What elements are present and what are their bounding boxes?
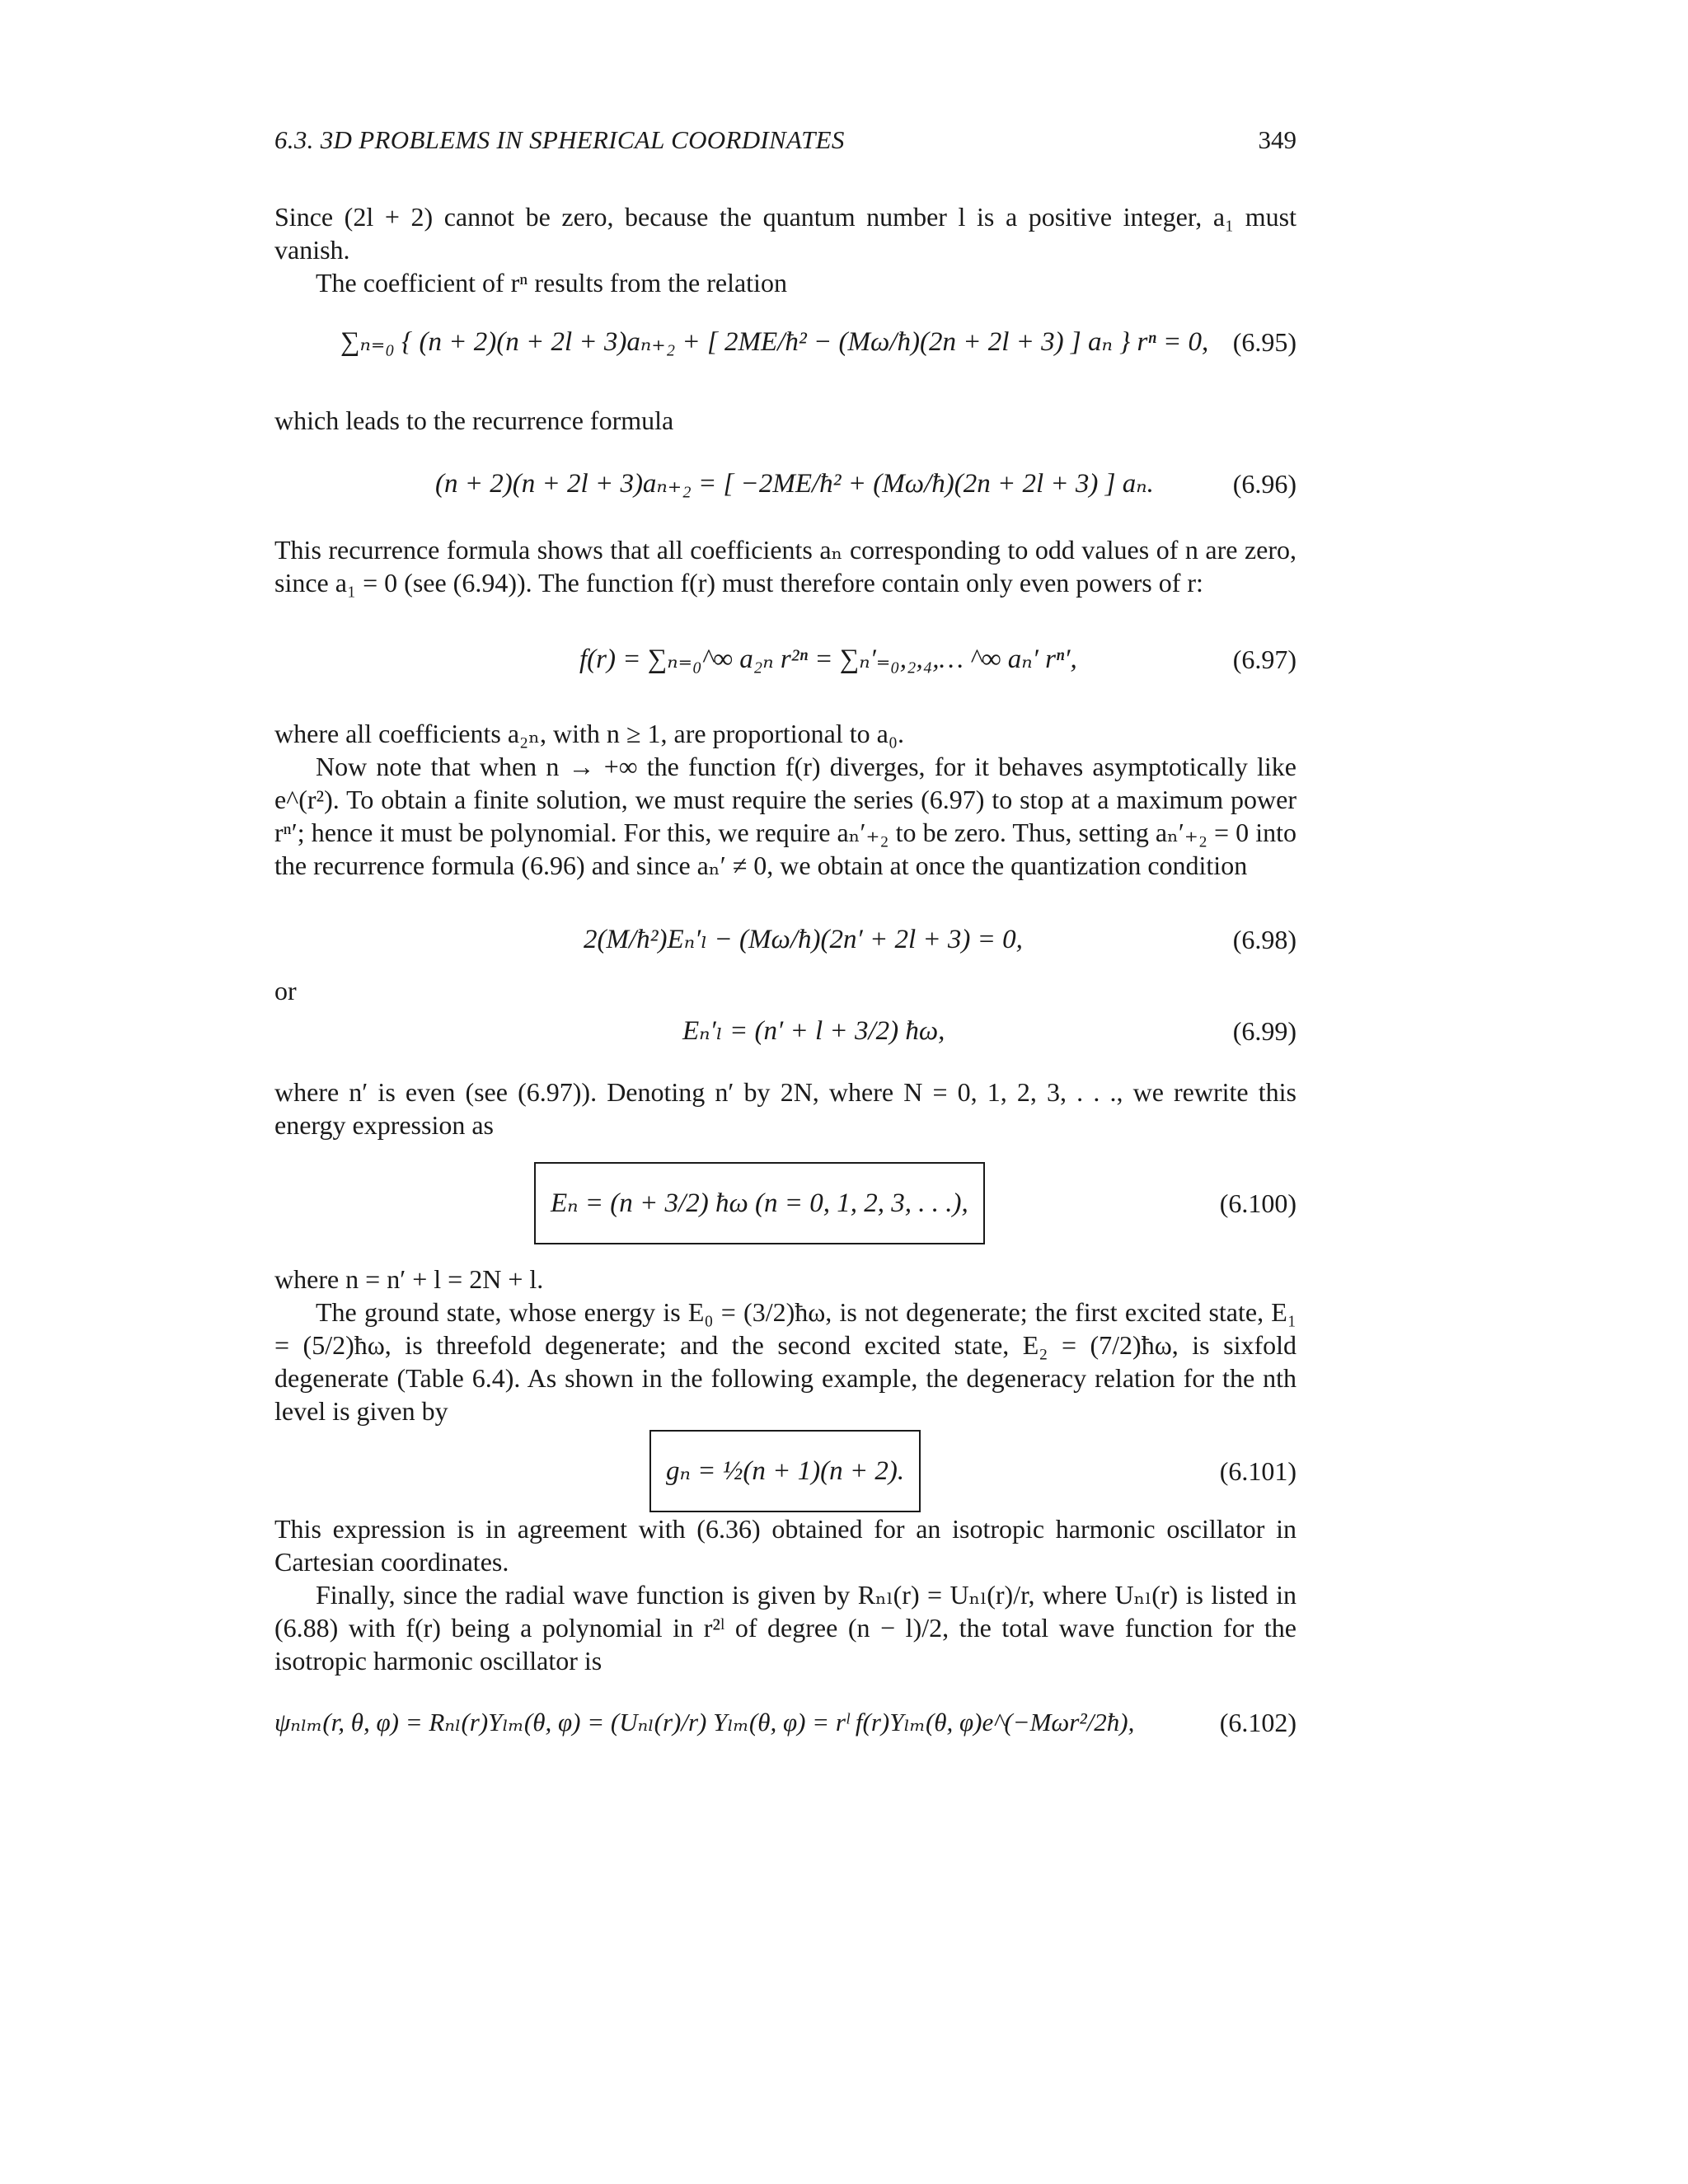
equation-6-96-expression: (n + 2)(n + 2l + 3)aₙ₊₂ = [ −2ME/ħ² + (Mω/ħ)(2n + 2l + 3) ] aₙ.	[435, 469, 1154, 499]
paragraph-odd-coefficients: This recurrence formula shows that all coefficients aₙ corresponding to odd values of n are zero, since a₁ = 0 (see (6.94)). The function f(r) must therefore contain only even powers of r:	[274, 535, 1296, 598]
equation-6-96	[274, 447, 1296, 521]
equation-6-96-number: (6.96)	[1232, 469, 1296, 499]
equation-6-98	[274, 902, 1296, 977]
equation-6-100-expression: Eₙ = (n + 3/2) ħω (n = 0, 1, 2, 3, . . .),	[534, 1162, 985, 1244]
running-head: 6.3. 3D PROBLEMS IN SPHERICAL COORDINATES	[274, 125, 845, 154]
equation-6-101-number: (6.101)	[1219, 1456, 1296, 1486]
equation-6-99-expression: Eₙ′ₗ = (n′ + l + 3/2) ħω,	[682, 1016, 945, 1046]
paragraph-a1-vanish: Since (2l + 2) cannot be zero, because the quantum number l is a positive integer, a₁ must vanish.	[274, 202, 1296, 265]
paragraph-cartesian-agreement: This expression is in agreement with (6.36) obtained for an isotropic harmonic oscillator in Cartesian coordinates.	[274, 1514, 1296, 1577]
equation-6-99-number: (6.99)	[1232, 1016, 1296, 1046]
paragraph-degeneracy: The ground state, whose energy is E₀ = (3/2)ħω, is not degenerate; the first excited state, E₁ = (5/2)ħω, is threefold degenerate; and the second excited state, E₂ = (7/2)ħω, is sixfold degenerate (Table 6.4). As shown in the following example, the degeneracy relation for the nth level is given by	[274, 1297, 1296, 1426]
paragraph-recurrence-lead: which leads to the recurrence formula	[274, 405, 674, 435]
equation-6-97	[274, 622, 1296, 696]
equation-6-98-expression: 2(M/ħ²)Eₙ′ₗ − (Mω/ħ)(2n′ + 2l + 3) = 0,	[584, 925, 1023, 954]
equation-6-95-expression: ∑ₙ₌₀ { (n + 2)(n + 2l + 3)aₙ₊₂ + [ 2ME/ħ² − (Mω/ħ)(2n + 2l + 3) ] aₙ } rⁿ = 0,	[340, 327, 1209, 357]
equation-6-100-number: (6.100)	[1219, 1188, 1296, 1218]
equation-6-101	[274, 1430, 1296, 1512]
equation-6-102-expression: ψₙₗₘ(r, θ, φ) = Rₙₗ(r)Yₗₘ(θ, φ) = (Uₙₗ(r)/r) Yₗₘ(θ, φ) = rˡ f(r)Yₗₘ(θ, φ)e^(−Mωr²/2ħ),	[274, 1708, 1135, 1736]
page-header	[274, 125, 1296, 166]
paragraph-n-definition: where n = n′ + l = 2N + l.	[274, 1264, 544, 1294]
equation-6-97-number: (6.97)	[1232, 644, 1296, 674]
paragraph-proportional: where all coefficients a₂ₙ, with n ≥ 1, are proportional to a₀.	[274, 719, 904, 748]
equation-6-101-expression: gₙ = ½(n + 1)(n + 2).	[649, 1430, 921, 1512]
equation-6-97-expression: f(r) = ∑ₙ₌₀^∞ a₂ₙ r²ⁿ = ∑ₙ′₌₀,₂,₄,… ^∞ aₙ′ rⁿ′,	[579, 644, 1077, 674]
equation-6-102	[274, 1685, 1296, 1760]
equation-6-95	[274, 305, 1296, 379]
or-label: or	[274, 976, 297, 1005]
equation-6-95-number: (6.95)	[1232, 327, 1296, 357]
paragraph-radial-wave-function: Finally, since the radial wave function is given by Rₙₗ(r) = Uₙₗ(r)/r, where Uₙₗ(r) is listed in (6.88) with f(r) being a polynomial in r²ˡ of degree (n − l)/2, the total wave function for the isotropic harmonic oscillator is	[274, 1580, 1296, 1675]
paragraph-divergence: Now note that when n → +∞ the function f(r) diverges, for it behaves asymptotically like e^(r²). To obtain a finite solution, we must require the series (6.97) to stop at a maximum power rⁿ′; hence it must be polynomial. For this, we require aₙ′₊₂ to be zero. Thus, setting aₙ′₊₂ = 0 into the recurrence formula (6.96) and since aₙ′ ≠ 0, we obtain at once the quantization condition	[274, 752, 1296, 880]
page-number: 349	[1258, 125, 1296, 154]
equation-6-98-number: (6.98)	[1232, 925, 1296, 954]
paragraph-coefficient-relation: The coefficient of rⁿ results from the relation	[316, 268, 787, 298]
paragraph-denoting-2n: where n′ is even (see (6.97)). Denoting n′ by 2N, where N = 0, 1, 2, 3, . . ., we rewrite this energy expression as	[274, 1077, 1296, 1140]
equation-6-99	[274, 994, 1296, 1068]
equation-6-100	[274, 1162, 1296, 1244]
equation-6-102-number: (6.102)	[1219, 1708, 1296, 1737]
